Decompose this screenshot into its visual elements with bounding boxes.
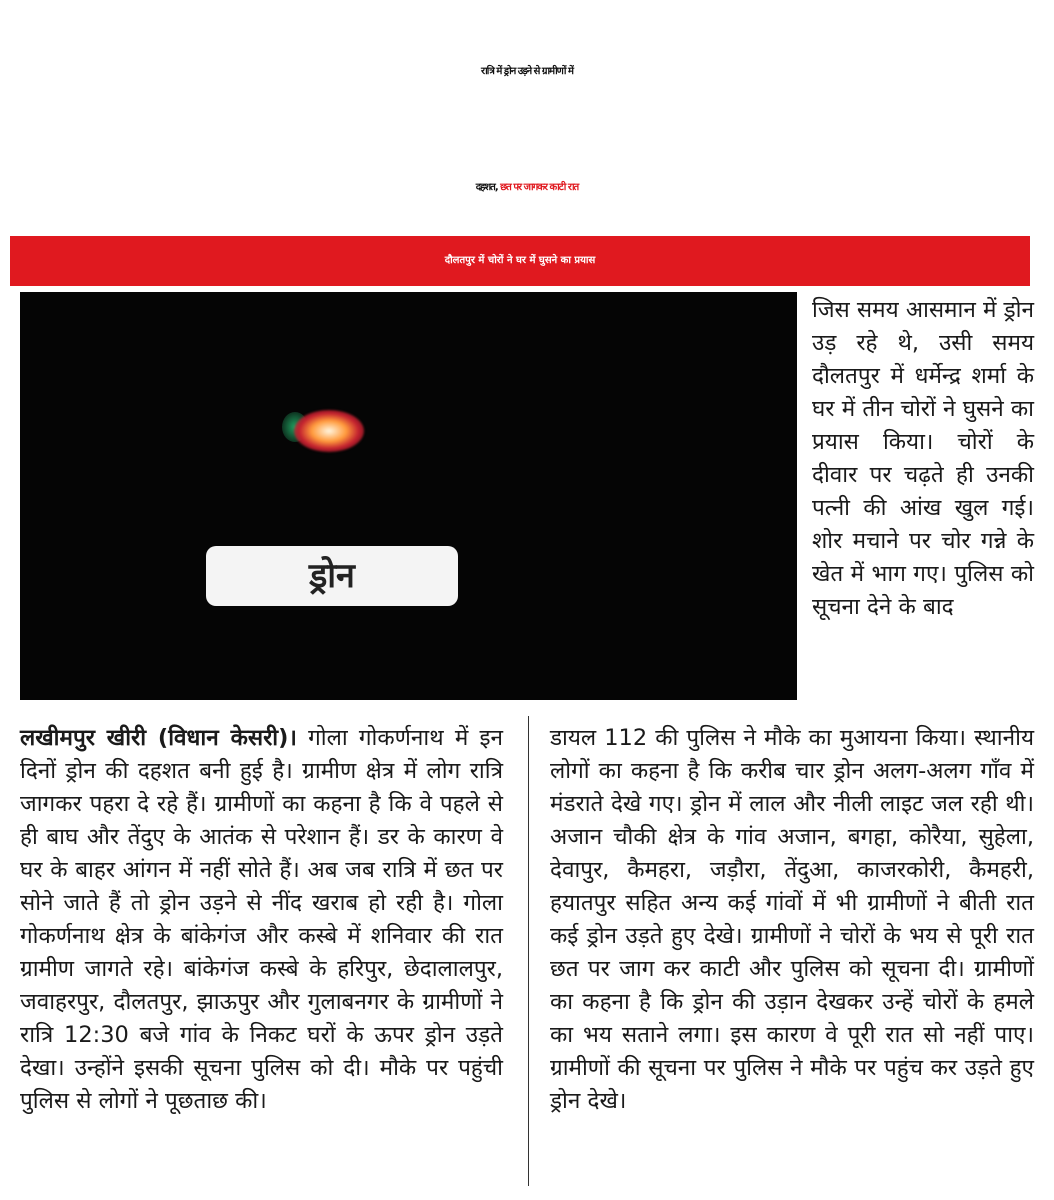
drone-photo <box>20 292 797 700</box>
photo-caption: ड्रोन <box>206 546 458 606</box>
article-column-left-body: गोला गोकर्णनाथ में इन दिनों ड्रोन की दहशत बनी हुई है। ग्रामीण क्षेत्र में लोग रात्रि जागकर पहरा दे रहे हैं। ग्रामीणों का कहना है कि वे पहले से ही बाघ और तेंदुए के आतंक से परेशान हैं। डर के कारण वे घर के बाहर आंगन में नहीं सोते हैं। अब जब रात्रि में छत पर सोने जाते हैं तो ड्रोन उड़ने से नींद खराब हो रही है। गोला गोकर्णनाथ क्षेत्र के बांकेगंज और कस्बे में शनिवार की रात ग्रामीण जागते रहे। बांकेगंज कस्बे के हरिपुर, छेदालालपुर, जवाहरपुर, दौलतपुर, झाऊपुर और गुलाबनगर के ग्रामीणों ने रात्रि 12:30 बजे गांव के निकट घरों के ऊपर ड्रोन उड़ते देखा। उन्होंने इसकी सूचना पुलिस को दी। मौके पर पहुंची पुलिस से लोगों ने पूछताछ की। <box>20 725 504 1114</box>
article-column-right-bottom: डायल 112 की पुलिस ने मौके का मुआयना किया। स्थानीय लोगों का कहना है कि करीब चार ड्रोन अलग-अलग गाँव में मंडराते देखे गए। ड्रोन में लाल और नीली लाइट जल रही थी। अजान चौकी क्षेत्र के गांव अजान, बगहा, कोरैया, सुहेला, देवापुर, कैमहरा, जड़ौरा, तेंदुआ, काजरकोरी, कैमहरी, हयातपुर सहित अन्य कई गांवों में भी ग्रामीणों ने बीती रात कई ड्रोन उड़ते हुए देखे। ग्रामीणों ने चोरों के भय से पूरी रात छत पर जाग कर काटी और पुलिस को सूचना दी। ग्रामीणों का कहना है कि ड्रोन की उड़ान देखकर उन्हें चोरों के हमले का भय सताने लगा। इस कारण वे पूरी रात सो नहीं पाए। ग्रामीणों की सूचना पर पुलिस ने मौके पर पहुंच कर उड़ते हुए ड्रोन देखे। <box>550 725 1034 1114</box>
headline-line-2 <box>0 138 1054 238</box>
dateline: लखीमपुर खीरी (विधान केसरी)। <box>20 725 297 751</box>
drone-light <box>294 410 364 452</box>
article-column-right-top: जिस समय आसमान में ड्रोन उड़ रहे थे, उसी समय दौलतपुर में धर्मेन्द्र शर्मा के घर में तीन चोरों ने घुसने का प्रयास किया। चोरों के दीवार पर चढ़ते ही उनकी पत्नी की आंख खुल गई। शोर मचाने पर चोर गन्ने के खेत में भाग गए। पुलिस को सूचना देने के बाद <box>812 297 1034 620</box>
headline-line-1: रात्रि में ड्रोन उड़ने से ग्रामीणों में <box>481 66 573 77</box>
subheadline: दौलतपुर में चोरों ने घर में घुसने का प्रयास <box>444 255 596 266</box>
article-column-left <box>20 722 503 1118</box>
headline-line-2-black: दहशत, <box>475 182 498 193</box>
subheadline-band <box>10 236 1030 286</box>
headline-line-2-red: छत पर जागकर काटी रात <box>500 182 579 193</box>
column-divider <box>528 716 529 1186</box>
